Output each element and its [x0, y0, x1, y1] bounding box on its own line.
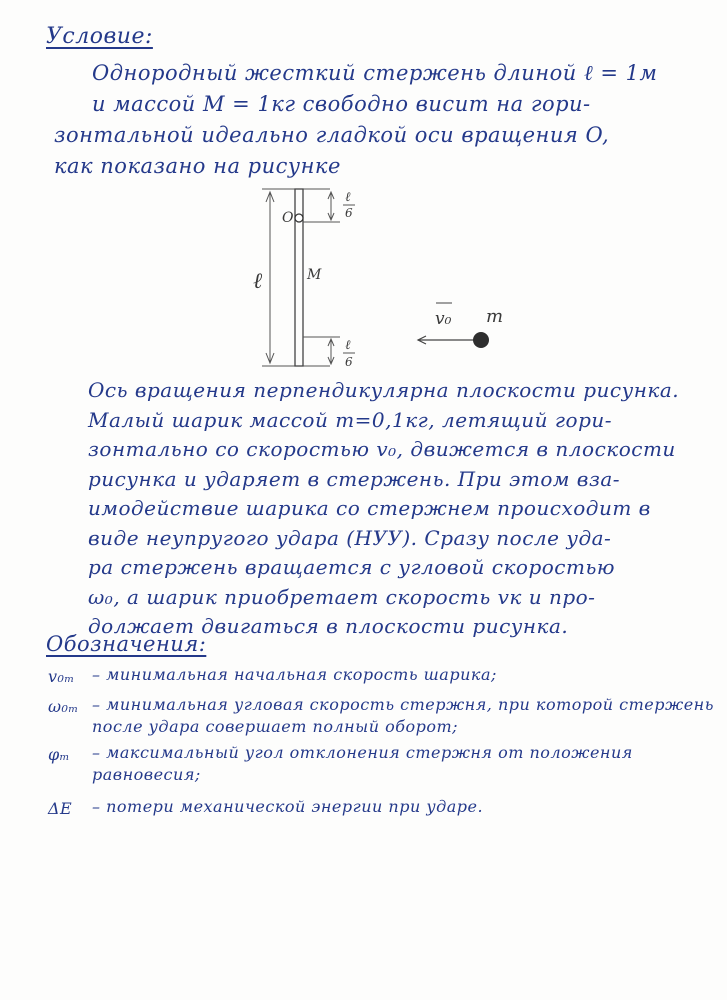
notation-symbol: φₘ	[48, 745, 71, 764]
length-label: ℓ	[253, 269, 263, 294]
description-line: должает двигаться в плоскости рисунка.	[88, 614, 569, 638]
notation-text: – минимальная начальная скорость шарика;	[92, 665, 497, 684]
notation-item	[48, 694, 723, 738]
top-fraction-denominator: 6	[345, 206, 353, 220]
ball-mass-label: m	[486, 306, 504, 327]
description-line: виде неупругого удара (НУУ). Сразу после уда-	[88, 525, 612, 550]
description-line: Малый шарик массой m=0,1кг, летящий гори-	[88, 407, 613, 432]
notation-text: – максимальный угол отклонения стержня от положения равновесия;	[92, 743, 633, 784]
intro-line: и массой M = 1кг свободно висит на гори-	[92, 92, 591, 116]
intro-line: как показано на рисунке	[54, 154, 341, 178]
notation-text: – потери механической энергии при ударе.	[92, 797, 484, 816]
description-line: ра стержень вращается с угловой скоростью	[88, 555, 615, 579]
notation-symbol: v₀ₘ	[48, 667, 75, 686]
pivot-point	[295, 214, 303, 222]
notation-list	[48, 664, 723, 826]
bottom-fraction-denominator: 6	[345, 355, 353, 369]
pivot-label: O	[282, 210, 294, 226]
description-line: имодействие шарика со стержнем происходит в	[88, 496, 651, 520]
bottom-fraction-numerator: ℓ	[345, 338, 351, 353]
notation-item	[48, 664, 723, 690]
notation-text: – минимальная угловая скорость стержня, при которой стержень после удара совершает полный оборот;	[92, 695, 714, 736]
top-fraction-numerator: ℓ	[345, 190, 351, 205]
description-line: ω₀, а шарик приобретает скорость vк и про-	[88, 584, 596, 609]
notation-item	[48, 742, 723, 786]
notation-heading: Обозначения:	[46, 632, 207, 656]
mass-label: M	[307, 267, 322, 283]
description-line: Ось вращения перпендикулярна плоскости рисунка.	[88, 378, 680, 402]
intro-line: Однородный жесткий стержень длиной ℓ = 1м	[92, 61, 658, 85]
intro-line: зонтальной идеально гладкой оси вращения O,	[54, 123, 610, 147]
description-line: зонтально со скоростью v₀, движется в плоскости	[88, 437, 676, 461]
condition-heading: Условие:	[46, 24, 153, 49]
description-line: рисунка и ударяет в стержень. При этом вза-	[88, 466, 621, 491]
velocity-label: v₀	[435, 309, 452, 329]
notation-symbol: ΔE	[48, 799, 73, 818]
notation-symbol: ω₀ₘ	[48, 697, 79, 716]
notation-item	[48, 796, 723, 822]
ball	[473, 332, 489, 348]
description-paragraph	[88, 376, 679, 642]
